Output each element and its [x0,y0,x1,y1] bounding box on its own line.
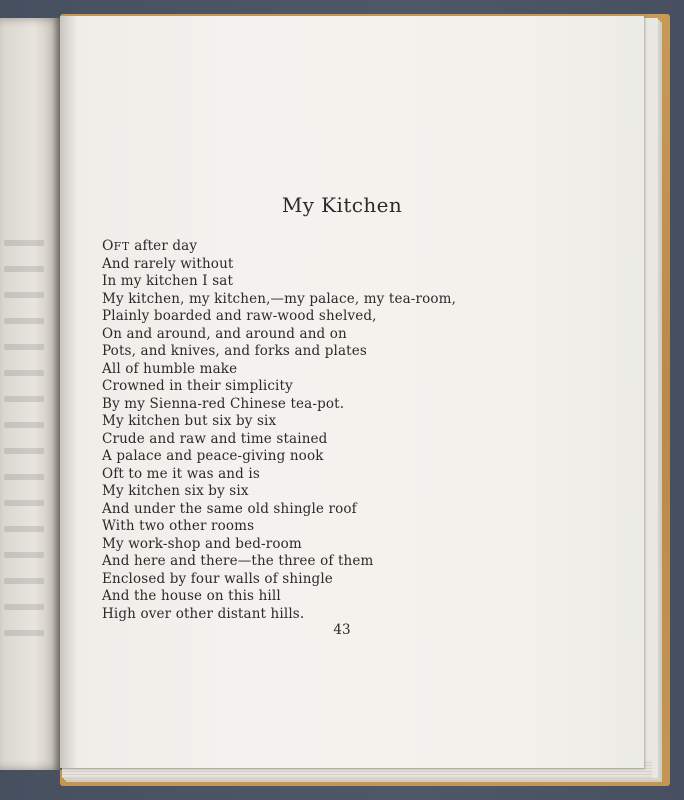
poem-line: All of humble make [102,360,238,377]
poem-line: Crowned in their simplicity [102,378,293,394]
poem-line: In my kitchen I sat [102,273,234,289]
poem-title: My Kitchen [281,193,403,217]
poem-line: Crude and raw and time stained [102,430,328,447]
poem-line: On and around, and around and on [102,325,347,342]
poem-line: My kitchen six by six [102,483,249,499]
poem-line [102,238,456,256]
poem-line: With two other rooms [102,518,255,534]
poem-line: By my Sienna-red Chinese tea-pot. [102,395,345,412]
poem-line: Oft to me it was and is [102,465,260,482]
small-caps-rest: FT [113,240,130,253]
first-line-remainder: after day [129,238,198,254]
poem-line: My work-shop and bed-room [102,535,302,552]
poem-line: High over other distant hills. [102,605,305,622]
poem-line: My kitchen but six by six [102,413,277,429]
poem-line: And here and there—the three of them [102,553,374,569]
small-caps-initial: O [102,238,114,254]
poem-line: Enclosed by four walls of shingle [102,570,333,587]
poem-line: And the house on this hill [102,588,281,604]
poem-line: And rarely without [102,255,234,272]
previous-page-edge [0,18,62,770]
poem-line: My kitchen, my kitchen,—my palace, my tea-room, [102,290,457,307]
poem-line: A palace and peace-giving nook [102,448,324,464]
poem-body [102,238,456,623]
poem-line: Pots, and knives, and forks and plates [102,343,367,359]
page-number: 43 [333,622,351,638]
poem-line: Plainly boarded and raw-wood shelved, [102,308,377,324]
poem-line: And under the same old shingle roof [102,500,357,517]
